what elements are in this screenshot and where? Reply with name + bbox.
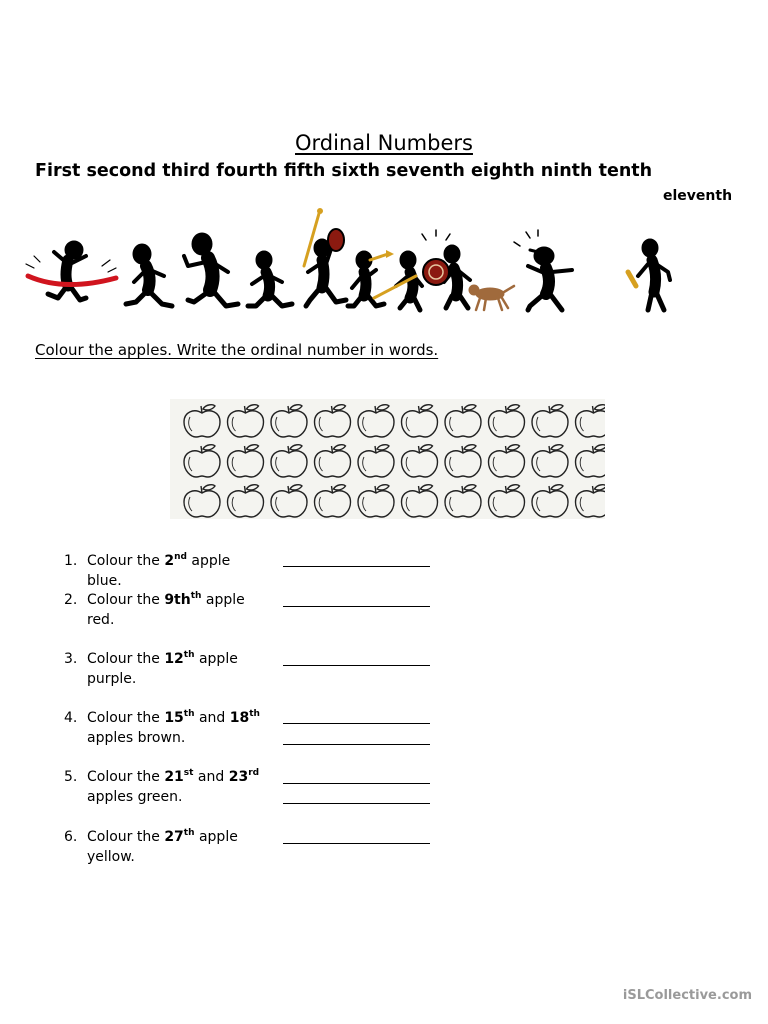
runner-figure-7: [374, 251, 422, 310]
answer-line-5b[interactable]: [283, 803, 430, 804]
apple-grid: [170, 399, 605, 519]
runner-figure-10: [628, 239, 670, 310]
apple-outline[interactable]: [532, 445, 568, 477]
ordinal-word-eleventh: eleventh: [663, 188, 733, 204]
apple-outline[interactable]: [315, 405, 351, 437]
apple-outline[interactable]: [402, 485, 438, 517]
race-illustration: [24, 206, 714, 318]
runner-figure-2: [126, 244, 172, 306]
apple-outline[interactable]: [315, 445, 351, 477]
apple-outline[interactable]: [532, 485, 568, 517]
apple-outline[interactable]: [358, 485, 394, 517]
apple-outline[interactable]: [489, 485, 525, 517]
apple-outline[interactable]: [184, 405, 220, 437]
runner-figure-6: [348, 250, 394, 306]
drum: [328, 229, 344, 251]
apple-outline[interactable]: [228, 405, 264, 437]
trumpet: [370, 254, 388, 260]
answer-line-2[interactable]: [283, 606, 430, 607]
runner-figure-1: [26, 241, 116, 300]
answer-line-4b[interactable]: [283, 744, 430, 745]
apple-outline[interactable]: [489, 445, 525, 477]
runner-figure-4: [248, 251, 292, 306]
answer-line-1[interactable]: [283, 566, 430, 567]
apple-outline[interactable]: [445, 445, 481, 477]
answer-line-3[interactable]: [283, 665, 430, 666]
apple-outline[interactable]: [358, 405, 394, 437]
bass-drum: [423, 259, 449, 285]
answer-line-5a[interactable]: [283, 783, 430, 784]
apple-outline[interactable]: [228, 485, 264, 517]
instruction-text: Colour the apples. Write the ordinal number in words.: [35, 341, 439, 359]
apple-outline[interactable]: [228, 445, 264, 477]
apple-outline[interactable]: [576, 405, 606, 437]
apple-outline[interactable]: [402, 405, 438, 437]
worksheet-page: Ordinal Numbers First second third fourth fifth sixth seventh eighth ninth tenth eleventh Colour the apples. Write the ordinal number in words. 1. Colour the 2nd apple blue. 2. Colour the $9th^{th}$ apple red. 3. Colour the 12th apple purple. 4. Colour the 15th and 18th apples brown. 5. Colour the 21st and 23rd apples green. 6. Colour the 27th apple yellow. iSLCollective.com: [0, 0, 768, 1024]
runner-figure-5: [304, 208, 346, 306]
apple-outline[interactable]: [402, 445, 438, 477]
apple-outline[interactable]: [532, 405, 568, 437]
runner-figure-9: [514, 230, 572, 310]
runner-figure-3: [184, 233, 238, 306]
answer-line-6[interactable]: [283, 843, 430, 844]
apple-outline[interactable]: [315, 485, 351, 517]
apple-outline[interactable]: [271, 445, 307, 477]
apple-outline[interactable]: [184, 445, 220, 477]
apple-outline[interactable]: [576, 445, 606, 477]
ordinal-words-line: First second third fourth fifth sixth seventh eighth ninth tenth: [35, 161, 653, 181]
scroll: [628, 272, 636, 286]
apple-outline[interactable]: [445, 485, 481, 517]
page-title: Ordinal Numbers: [295, 131, 473, 155]
apple-outline[interactable]: [576, 485, 606, 517]
watermark-footer: iSLCollective.com: [622, 988, 752, 1003]
apple-outline[interactable]: [445, 405, 481, 437]
answer-line-4a[interactable]: [283, 723, 430, 724]
dog-figure: [469, 285, 514, 310]
apple-outline[interactable]: [271, 485, 307, 517]
runner-figure-8: [422, 230, 470, 308]
apple-outline[interactable]: [489, 405, 525, 437]
apple-outline[interactable]: [271, 405, 307, 437]
apple-outline[interactable]: [358, 445, 394, 477]
apple-outline[interactable]: [184, 485, 220, 517]
